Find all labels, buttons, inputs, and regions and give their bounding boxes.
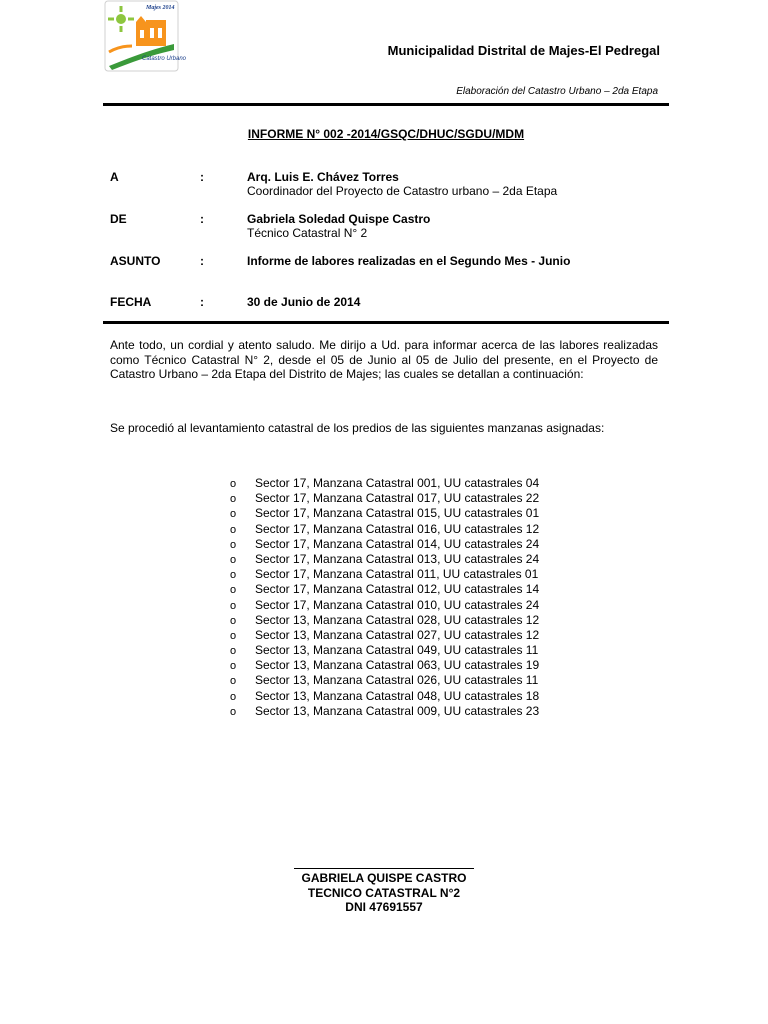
signature-line <box>294 868 474 869</box>
list-item <box>230 506 539 521</box>
bullet-icon: o <box>230 675 237 688</box>
assigned-blocks-list <box>230 476 539 719</box>
list-item <box>230 643 539 658</box>
list-item <box>230 704 539 719</box>
field-value-asunto <box>247 254 570 268</box>
list-item <box>230 537 539 552</box>
logo-caption-text: Catastro Urbano <box>142 56 187 62</box>
recipient-name: Arq. Luis E. Chávez Torres <box>247 170 399 184</box>
recipient-role: Coordinador del Proyecto de Catastro urbano – 2da Etapa <box>247 184 558 198</box>
list-item <box>230 613 539 628</box>
bullet-icon: o <box>230 614 237 627</box>
bullet-icon: o <box>230 645 237 658</box>
list-item <box>230 491 539 506</box>
list-item-text: Sector 17, Manzana Catastral 017, UU catastrales 22 <box>255 491 540 506</box>
signature-name: GABRIELA QUISPE CASTRO <box>301 871 467 885</box>
bullet-icon: o <box>230 478 237 490</box>
bullet-icon: o <box>230 629 237 642</box>
list-item-text: Sector 13, Manzana Catastral 027, UU catastrales 12 <box>255 627 540 642</box>
field-colon: : <box>200 170 204 184</box>
field-colon: : <box>200 212 204 226</box>
list-item-text: Sector 13, Manzana Catastral 048, UU catastrales 18 <box>255 688 540 703</box>
field-value-a <box>247 170 557 198</box>
body-divider <box>103 321 669 324</box>
list-item <box>230 598 539 613</box>
bullet-icon: o <box>230 584 237 597</box>
list-item <box>230 582 539 597</box>
intro-paragraph: Ante todo, un cordial y atento saludo. Me dirijo a Ud. para informar acerca de las labores realizadas como Técnico Catastral N° 2, desde el 05 de Junio al 05 de Julio del presente, en el Proyecto de Catastro Urbano – 2da Etapa del Distrito de Majes; las cuales se detallan a continuación: <box>110 338 658 381</box>
sender-name: Gabriela Soledad Quispe Castro <box>247 212 431 226</box>
bullet-icon: o <box>230 508 237 521</box>
field-label-fecha: FECHA <box>110 295 152 309</box>
list-item-text: Sector 17, Manzana Catastral 001, UU catastrales 04 <box>255 476 540 490</box>
report-title: INFORME N° 002 -2014/GSQC/DHUC/SGDU/MDM <box>247 127 525 141</box>
signature-title: TECNICO CATASTRAL N°2 <box>307 886 461 900</box>
list-item-text: Sector 13, Manzana Catastral 026, UU catastrales 11 <box>255 673 539 688</box>
list-item-text: Sector 17, Manzana Catastral 013, UU catastrales 24 <box>255 551 540 566</box>
header-divider <box>103 103 669 106</box>
bullet-icon: o <box>230 569 237 582</box>
list-item-text: Sector 17, Manzana Catastral 015, UU catastrales 01 <box>255 506 540 521</box>
list-item-text: Sector 17, Manzana Catastral 010, UU catastrales 24 <box>255 597 540 612</box>
bullet-icon: o <box>230 690 237 703</box>
date-text: 30 de Junio de 2014 <box>247 295 361 309</box>
field-colon: : <box>200 295 204 309</box>
bullet-icon: o <box>230 538 237 551</box>
field-value-de <box>247 212 430 240</box>
field-value-fecha <box>247 295 360 309</box>
list-item-text: Sector 13, Manzana Catastral 028, UU catastrales 12 <box>255 612 540 627</box>
list-item-text: Sector 17, Manzana Catastral 014, UU catastrales 24 <box>255 536 540 551</box>
list-item <box>230 628 539 643</box>
logo-year-text: Majes 2014 <box>146 5 175 11</box>
list-item-text: Sector 17, Manzana Catastral 011, UU catastrales 01 <box>255 567 539 582</box>
list-item <box>230 658 539 673</box>
field-label-a: A <box>110 170 119 184</box>
bullet-icon: o <box>230 660 237 673</box>
list-item <box>230 689 539 704</box>
list-item-text: Sector 17, Manzana Catastral 012, UU catastrales 14 <box>255 582 540 597</box>
project-subtitle: Elaboración del Catastro Urbano – 2da Etapa <box>456 86 658 97</box>
list-item <box>230 522 539 537</box>
list-item <box>230 567 539 582</box>
list-item-text: Sector 13, Manzana Catastral 009, UU catastrales 23 <box>255 703 540 718</box>
list-item <box>230 552 539 567</box>
institution-title: Municipalidad Distrital de Majes-El Pedregal <box>387 43 660 58</box>
field-label-asunto: ASUNTO <box>110 254 161 268</box>
list-item <box>230 476 539 491</box>
bullet-icon: o <box>230 599 237 612</box>
list-item-text: Sector 13, Manzana Catastral 063, UU catastrales 19 <box>255 658 540 673</box>
bullet-icon: o <box>230 705 237 718</box>
bullet-icon: o <box>230 553 237 566</box>
list-item <box>230 673 539 688</box>
list-item-text: Sector 13, Manzana Catastral 049, UU catastrales 11 <box>255 643 539 658</box>
catastro-logo <box>104 0 187 72</box>
subject-text: Informe de labores realizadas en el Segundo Mes - Junio <box>247 254 571 268</box>
list-intro-paragraph: Se procedió al levantamiento catastral de los predios de las siguientes manzanas asignadas: <box>110 421 605 435</box>
bullet-icon: o <box>230 523 237 536</box>
signature-dni: DNI 47691557 <box>345 900 423 914</box>
field-colon: : <box>200 254 204 268</box>
bullet-icon: o <box>230 493 237 506</box>
list-item-text: Sector 17, Manzana Catastral 016, UU catastrales 12 <box>255 521 540 536</box>
sender-role: Técnico Catastral N° 2 <box>247 226 368 240</box>
field-label-de: DE <box>110 212 127 226</box>
